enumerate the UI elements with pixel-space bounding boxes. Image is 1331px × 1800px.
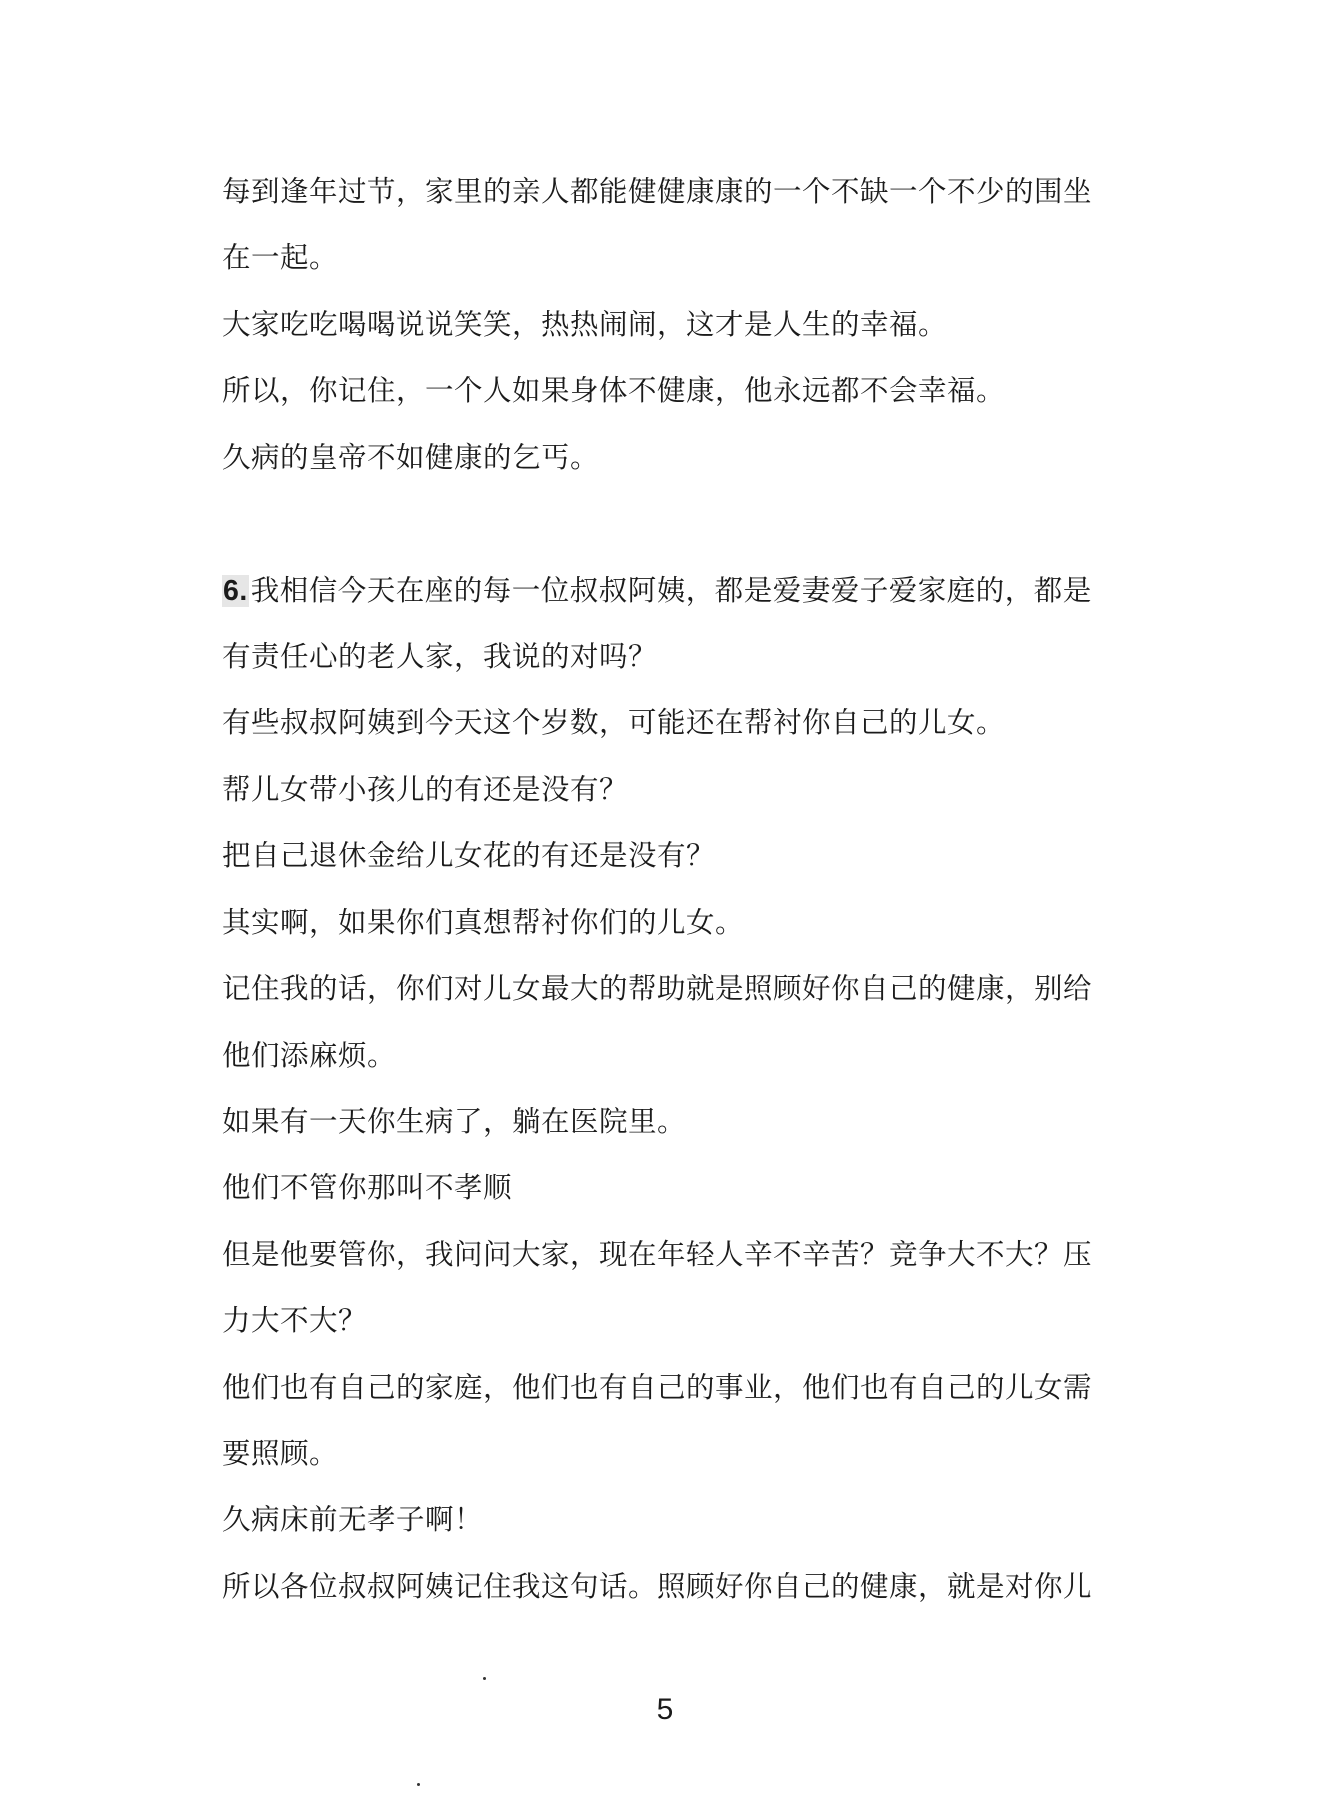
text-line: 记住我的话，你们对儿女最大的帮助就是照顾好你自己的健康，别给	[222, 972, 1093, 1005]
scan-speck	[417, 1783, 420, 1786]
text-line: 每到逢年过节，家里的亲人都能健健康康的一个不缺一个不少的围坐	[222, 175, 1093, 208]
page-number: 5	[656, 1693, 674, 1726]
text-line: 力大不大？	[222, 1304, 368, 1337]
scan-speck	[483, 1677, 486, 1680]
text-line: 帮儿女带小孩儿的有还是没有？	[222, 773, 629, 806]
text-line: 要照顾。	[222, 1437, 339, 1470]
section-number: 6.	[223, 575, 248, 607]
text-line: 所以各位叔叔阿姨记住我这句话。照顾好你自己的健康，就是对你儿	[222, 1570, 1093, 1603]
text-line: 如果有一天你生病了，躺在医院里。	[222, 1105, 687, 1138]
text-line: 把自己退休金给儿女花的有还是没有？	[222, 839, 716, 872]
text-line: 有些叔叔阿姨到今天这个岁数，可能还在帮衬你自己的儿女。	[222, 706, 1006, 739]
text-line: 所以，你记住，一个人如果身体不健康，他永远都不会幸福。	[222, 374, 1006, 407]
text-line: 久病的皇帝不如健康的乞丐。	[222, 441, 600, 474]
text-line: 他们也有自己的家庭，他们也有自己的事业，他们也有自己的儿女需	[222, 1371, 1093, 1404]
numbered-paragraph-line	[222, 571, 1092, 611]
text-line: 久病床前无孝子啊！	[222, 1503, 484, 1536]
text-line: 有责任心的老人家，我说的对吗？	[222, 640, 658, 673]
text-line: 其实啊，如果你们真想帮衬你们的儿女。	[222, 906, 745, 939]
text-line: 在一起。	[222, 241, 339, 274]
text-line: 他们不管你那叫不孝顺	[222, 1171, 513, 1204]
text-line: 我相信今天在座的每一位叔叔阿姨，都是爱妻爱子爱家庭的，都是	[250, 574, 1092, 607]
text-line: 但是他要管你，我问问大家，现在年轻人辛不辛苦？竞争大不大？压	[222, 1238, 1093, 1271]
text-line: 大家吃吃喝喝说说笑笑，热热闹闹，这才是人生的幸福。	[222, 308, 948, 341]
text-line: 他们添麻烦。	[222, 1039, 397, 1072]
